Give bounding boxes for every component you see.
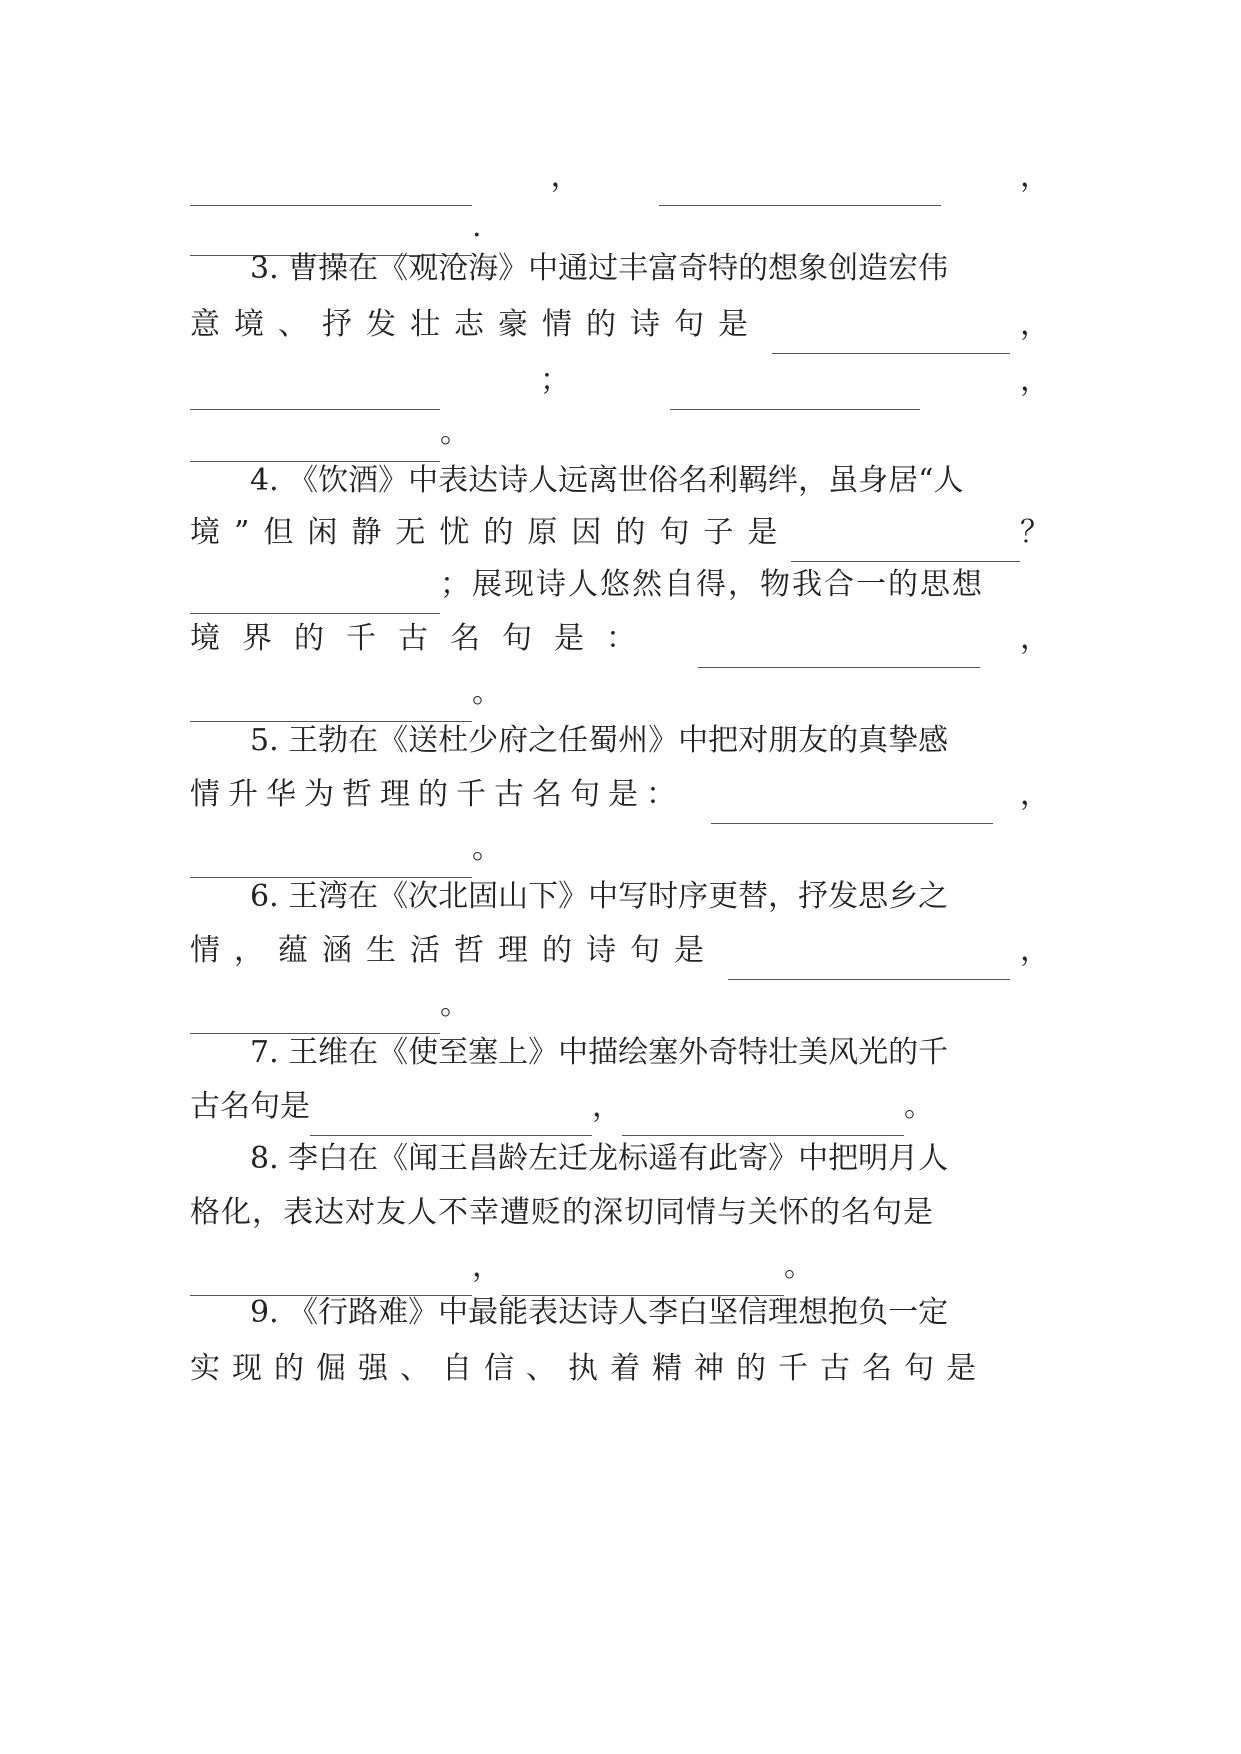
question-text: 意境、抒发壮志豪情的诗句是: [190, 307, 762, 342]
q6-line-2: [190, 922, 1050, 980]
q5-line-2: [190, 766, 1050, 824]
punctuation: ，: [1020, 621, 1050, 656]
punctuation: 。: [904, 1089, 934, 1124]
punctuation: ，: [592, 1089, 622, 1124]
answer-blank[interactable]: [772, 313, 1010, 354]
q9-line-1: 9. 《行路难》中最能表达诗人李白坚信理想抱负一定: [250, 1295, 949, 1330]
answer-blank[interactable]: [190, 573, 440, 614]
question-text: 境”但闲静无忧的原因的句子是: [190, 515, 792, 550]
punctuation: ，: [472, 1249, 502, 1284]
q3-line-3: [190, 352, 1050, 410]
answer-blank[interactable]: [711, 783, 993, 824]
q7-line-1: 7. 王维在《使至塞上》中描绘塞外奇特壮美风光的千: [250, 1035, 949, 1070]
q3-line-1: 3. 曹操在《观沧海》中通过丰富奇特的想象创造宏伟: [250, 251, 949, 286]
question-text: 古名句是: [190, 1089, 310, 1124]
punctuation: 。: [440, 415, 470, 450]
q4-line-3: [190, 556, 1050, 614]
punctuation: ，: [1020, 307, 1050, 342]
answer-blank[interactable]: [728, 939, 1010, 980]
q8-line-1: 8. 李白在《闻王昌龄左迁龙标遥有此寄》中把明月人: [250, 1141, 949, 1176]
question-text: 情，蕴涵生活哲理的诗句是: [190, 933, 718, 968]
answer-blank[interactable]: [698, 627, 980, 668]
question-text: 境界的千古名句是：: [190, 621, 658, 656]
q4-line-4: [190, 610, 1050, 668]
punctuation: 。: [440, 987, 470, 1022]
q7-line-2: [190, 1078, 1050, 1136]
q4-line-2: [190, 504, 1050, 562]
punctuation: ？: [1020, 515, 1050, 550]
q8-line-2: 格化，表达对友人不幸遭贬的深切同情与关怀的名句是: [190, 1195, 934, 1230]
punctuation: 。: [784, 1249, 814, 1284]
question-text: ；展现诗人悠然自得，物我合一的思想: [440, 567, 984, 602]
punctuation: .: [472, 209, 482, 244]
question-text: 情升华为哲理的千古名句是：: [190, 777, 684, 812]
punctuation: ；: [540, 363, 570, 398]
punctuation: ，: [1020, 777, 1050, 812]
punctuation: ，: [550, 159, 581, 194]
q5-line-1: 5. 王勃在《送杜少府之任蜀州》中把对朋友的真挚感: [250, 723, 949, 758]
q4-line-1: 4. 《饮酒》中表达诗人远离世俗名利羁绊，虽身居“人: [250, 463, 964, 498]
q9-line-2: 实现的倔强、自信、执着精神的千古名句是: [190, 1351, 988, 1386]
q3-line-2: [190, 296, 1050, 354]
q6-line-1: 6. 王湾在《次北固山下》中写时序更替，抒发思乡之: [250, 879, 949, 914]
punctuation: ，: [1020, 933, 1050, 968]
punctuation: 。: [472, 831, 502, 866]
punctuation: 。: [472, 675, 502, 710]
punctuation: ，: [1019, 159, 1050, 194]
punctuation: ，: [1020, 363, 1050, 398]
